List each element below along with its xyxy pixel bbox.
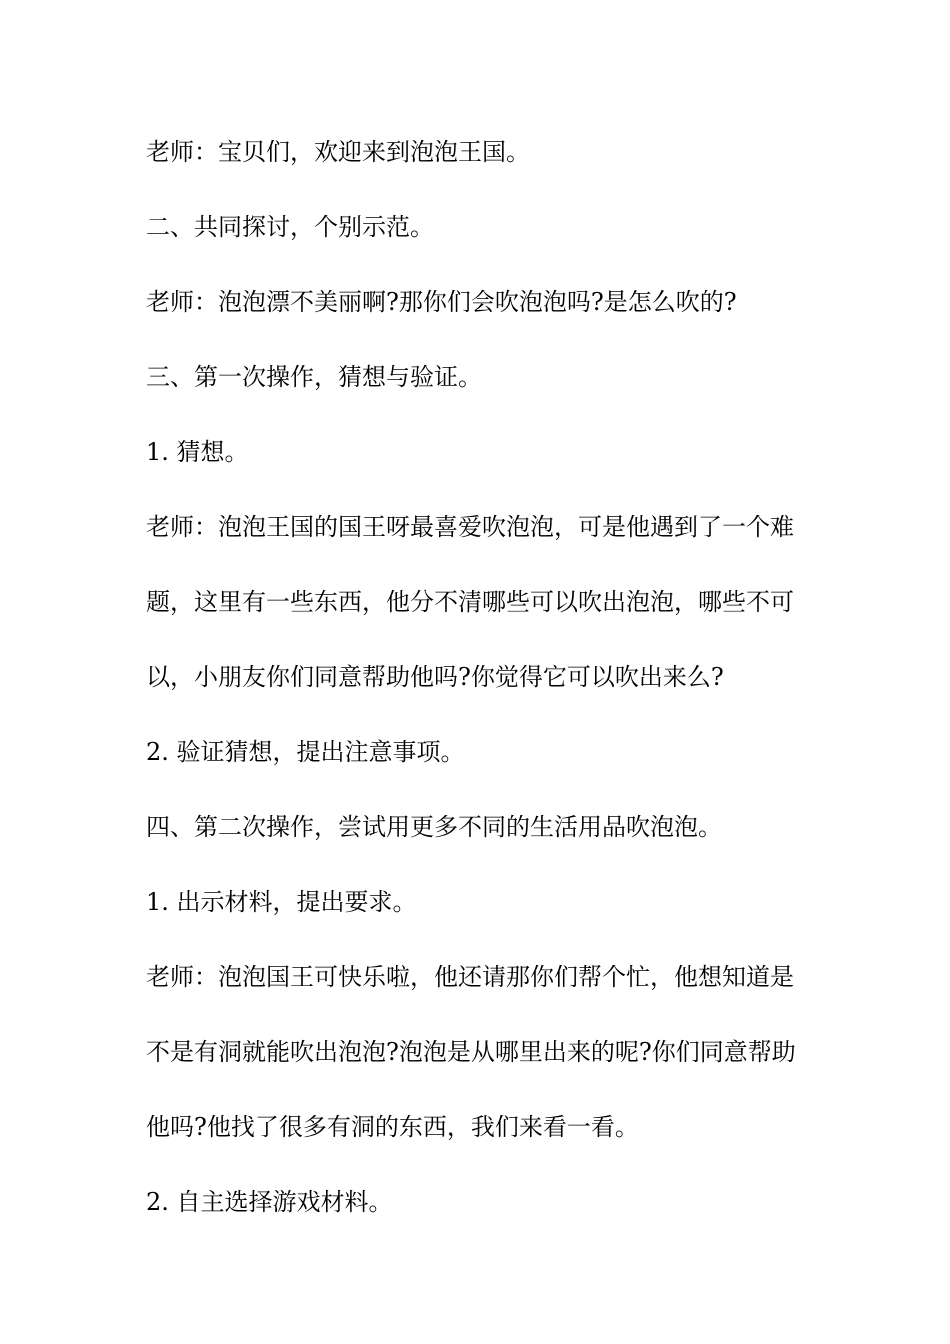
- text-line: 以，小朋友你们同意帮助他吗?你觉得它可以吹出来么?: [146, 663, 724, 691]
- text-line: 不是有洞就能吹出泡泡?泡泡是从哪里出来的呢?你们同意帮助: [146, 1038, 796, 1066]
- text-line: 老师：宝贝们，欢迎来到泡泡王国。: [146, 138, 530, 166]
- document-body: [146, 132, 826, 1257]
- numbered-item: 2. 验证猜想，提出注意事项。: [146, 738, 465, 766]
- text-line: 老师：泡泡漂不美丽啊?那你们会吹泡泡吗?是怎么吹的?: [146, 288, 737, 316]
- text-line: 老师：泡泡国王可快乐啦，他还请那你们帮个忙，他想知道是: [146, 963, 794, 991]
- numbered-item: 1. 出示材料，提出要求。: [146, 888, 417, 916]
- text-line: 题，这里有一些东西，他分不清哪些可以吹出泡泡，哪些不可: [146, 588, 794, 616]
- numbered-item: 1. 猜想。: [146, 438, 249, 466]
- section-heading: 四、第二次操作，尝试用更多不同的生活用品吹泡泡。: [146, 813, 722, 841]
- section-heading: 三、第一次操作，猜想与验证。: [146, 363, 482, 391]
- text-line: 老师：泡泡王国的国王呀最喜爱吹泡泡，可是他遇到了一个难: [146, 513, 794, 541]
- numbered-item: 2. 自主选择游戏材料。: [146, 1188, 393, 1216]
- section-heading: 二、共同探讨，个别示范。: [146, 213, 434, 241]
- text-line: 他吗?他找了很多有洞的东西，我们来看一看。: [146, 1113, 639, 1141]
